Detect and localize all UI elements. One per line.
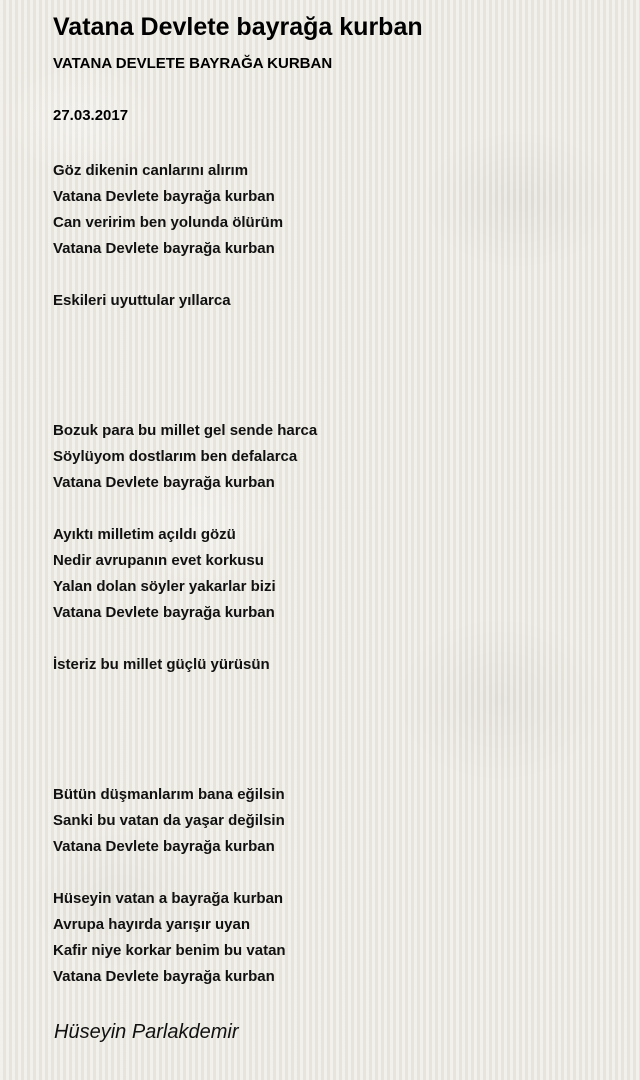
poem-blank-line: [53, 678, 623, 704]
poem-blank-line: [53, 626, 623, 652]
poem-title: Vatana Devlete bayrağa kurban: [53, 13, 423, 41]
poem-blank-line: [53, 496, 623, 522]
poem-line: Avrupa hayırda yarışır uyan: [53, 916, 251, 933]
poem-date: 27.03.2017: [53, 107, 129, 124]
poem-blank-line: [53, 730, 623, 756]
poem-container: [53, 10, 623, 990]
poem-line: Vatana Devlete bayrağa kurban: [53, 968, 275, 985]
poem-author: Hüseyin Parlakdemir: [54, 1021, 239, 1043]
poem-line: Bozuk para bu millet gel sende harca: [53, 422, 318, 439]
poem-line: Can veririm ben yolunda ölürüm: [53, 214, 284, 231]
poem-blank-line: [53, 262, 623, 288]
poem-line: Kafir niye korkar benim bu vatan: [53, 942, 286, 959]
poem-line: Göz dikenin canlarını alırım: [53, 162, 249, 179]
poem-body: [53, 158, 623, 990]
poem-blank-line: [53, 392, 623, 418]
poem-blank-line: [53, 704, 623, 730]
poem-line: Vatana Devlete bayrağa kurban: [53, 474, 275, 491]
poem-blank-line: [53, 314, 623, 340]
poem-line: Nedir avrupanın evet korkusu: [53, 552, 264, 569]
poem-blank-line: [53, 860, 623, 886]
poem-blank-line: [53, 756, 623, 782]
poem-subtitle: VATANA DEVLETE BAYRAĞA KURBAN: [53, 55, 333, 72]
poem-line: Söylüyom dostlarım ben defalarca: [53, 448, 298, 465]
poem-line: Hüseyin vatan a bayrağa kurban: [53, 890, 284, 907]
poem-line: Ayıktı milletim açıldı gözü: [53, 526, 236, 543]
poem-line: Vatana Devlete bayrağa kurban: [53, 188, 275, 205]
poem-line: İsteriz bu millet güçlü yürüsün: [53, 656, 270, 673]
poem-line: Eskileri uyuttular yıllarca: [53, 292, 231, 309]
poem-line: Bütün düşmanlarım bana eğilsin: [53, 786, 285, 803]
poem-blank-line: [53, 366, 623, 392]
poem-line: Yalan dolan söyler yakarlar bizi: [53, 578, 276, 595]
poem-blank-line: [53, 340, 623, 366]
poem-line: Vatana Devlete bayrağa kurban: [53, 240, 275, 257]
poem-line: Sanki bu vatan da yaşar değilsin: [53, 812, 285, 829]
poem-line: Vatana Devlete bayrağa kurban: [53, 604, 275, 621]
poem-line: Vatana Devlete bayrağa kurban: [53, 838, 275, 855]
